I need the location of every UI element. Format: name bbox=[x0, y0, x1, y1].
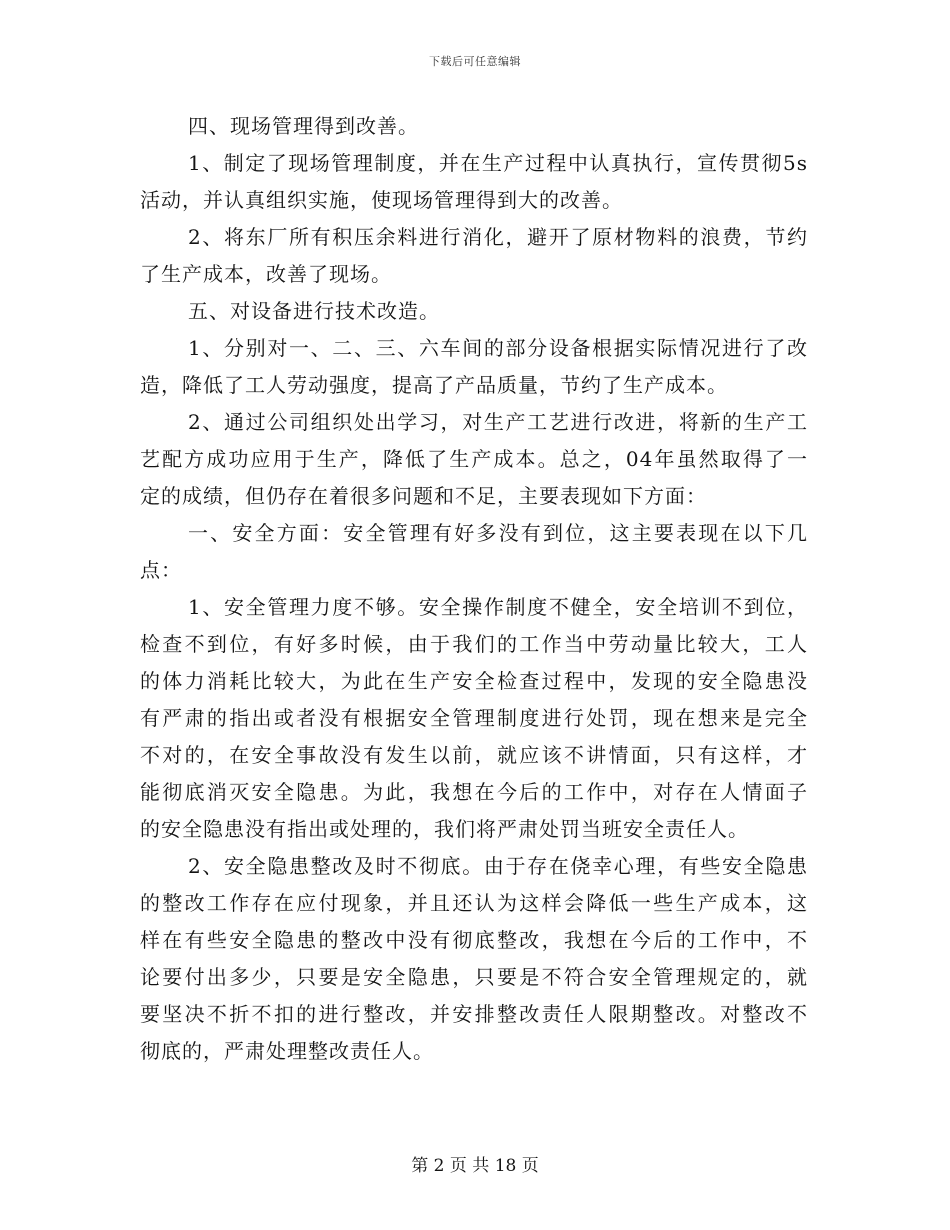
text-line: 2、安全隐患整改及时不彻底。由于存在侥幸心理，有些安全隐患 bbox=[188, 854, 808, 878]
text-line: 五、对设备进行技术改造。 bbox=[188, 299, 440, 323]
text-line: 活动，并认真组织实施，使现场管理得到大的改善。 bbox=[140, 188, 623, 212]
header-note: 下载后可任意编辑 bbox=[429, 55, 521, 68]
text-line: 的体力消耗比较大，为此在生产安全检查过程中，发现的安全隐患没 bbox=[140, 669, 808, 693]
paragraph bbox=[140, 330, 808, 404]
text-line: 彻底的，严肃处理整改责任人。 bbox=[140, 1039, 434, 1063]
paragraph bbox=[140, 589, 808, 848]
text-line: 四、现场管理得到改善。 bbox=[188, 114, 419, 138]
paragraph bbox=[140, 219, 808, 293]
paragraph bbox=[140, 848, 808, 1070]
page-number-footer: 第 2 页 共 18 页 bbox=[411, 1156, 539, 1176]
text-line: 论要付出多少，只要是安全隐患，只要是不符合安全管理规定的，就 bbox=[140, 965, 808, 989]
text-line: 要坚决不折不扣的进行整改，并安排整改责任人限期整改。对整改不 bbox=[140, 1002, 808, 1026]
text-line: 检查不到位，有好多时候，由于我们的工作当中劳动量比较大，工人 bbox=[140, 632, 808, 656]
paragraph bbox=[140, 515, 808, 589]
text-line: 点： bbox=[140, 558, 182, 582]
text-line: 1、安全管理力度不够。安全操作制度不健全，安全培训不到位， bbox=[188, 595, 808, 619]
paragraph bbox=[140, 404, 808, 515]
text-line: 2、将东厂所有积压余料进行消化，避开了原材物料的浪费，节约 bbox=[188, 225, 808, 249]
text-line: 样在有些安全隐患的整改中没有彻底整改，我想在今后的工作中，不 bbox=[140, 928, 808, 952]
text-line: 有严肃的指出或者没有根据安全管理制度进行处罚，现在想来是完全 bbox=[140, 706, 808, 730]
body-text bbox=[140, 108, 808, 1070]
text-line: 1、分别对一、二、三、六车间的部分设备根据实际情况进行了改 bbox=[188, 336, 808, 360]
text-line: 能彻底消灭安全隐患。为此，我想在今后的工作中，对存在人情面子 bbox=[140, 780, 808, 804]
text-line: 了生产成本，改善了现场。 bbox=[140, 262, 392, 286]
text-line: 一、安全方面：安全管理有好多没有到位，这主要表现在以下几 bbox=[188, 521, 808, 545]
paragraph bbox=[140, 145, 808, 219]
text-line: 定的成绩，但仍存在着很多问题和不足，主要表现如下方面： bbox=[140, 484, 707, 508]
text-line: 1、制定了现场管理制度，并在生产过程中认真执行，宣传贯彻5s bbox=[188, 151, 808, 175]
text-line: 的整改工作存在应付现象，并且还认为这样会降低一些生产成本，这 bbox=[140, 891, 808, 915]
paragraph bbox=[140, 293, 808, 330]
text-line: 的安全隐患没有指出或处理的，我们将严肃处罚当班安全责任人。 bbox=[140, 817, 749, 841]
text-line: 造，降低了工人劳动强度，提高了产品质量，节约了生产成本。 bbox=[140, 373, 728, 397]
text-line: 不对的，在安全事故没有发生以前，就应该不讲情面，只有这样，才 bbox=[140, 743, 808, 767]
text-line: 艺配方成功应用于生产，降低了生产成本。总之，04年虽然取得了一 bbox=[140, 447, 808, 471]
paragraph bbox=[140, 108, 808, 145]
text-line: 2、通过公司组织处出学习，对生产工艺进行改进，将新的生产工 bbox=[188, 410, 808, 434]
